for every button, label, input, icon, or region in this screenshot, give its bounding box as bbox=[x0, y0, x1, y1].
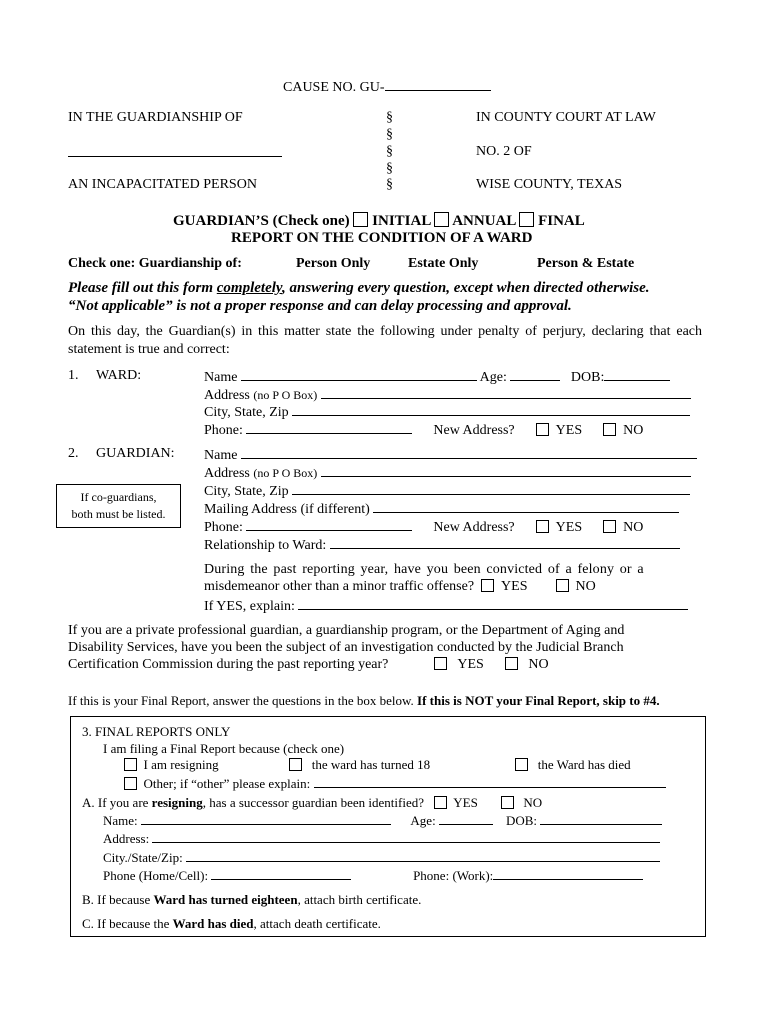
resigning-label: I am resigning bbox=[143, 757, 219, 772]
felony-yes-checkbox[interactable] bbox=[481, 579, 494, 592]
final-reports-heading: 3. FINAL REPORTS ONLY bbox=[82, 724, 231, 739]
ward-died-checkbox[interactable] bbox=[515, 758, 528, 771]
person-estate-label: Person & Estate bbox=[537, 256, 635, 271]
final-opt-turned-18[interactable] bbox=[289, 757, 430, 773]
ward-phone-row bbox=[204, 421, 643, 439]
guardian-name-row bbox=[204, 446, 697, 464]
final-opt-resigning[interactable] bbox=[124, 757, 219, 773]
guardian-new-address-yes-checkbox[interactable] bbox=[536, 520, 549, 533]
guardian-city-row bbox=[204, 482, 690, 500]
instructions-text: Please fill out this form bbox=[68, 280, 217, 296]
other-checkbox[interactable] bbox=[124, 777, 137, 790]
instructions-emphasis: completely bbox=[216, 280, 283, 296]
ward-died-label: the Ward has died bbox=[537, 757, 631, 772]
ward-address-note: (no P O Box) bbox=[253, 388, 318, 402]
felony-yes-label: YES bbox=[501, 579, 528, 594]
birth-note-bold: Ward has turned eighteen bbox=[153, 892, 298, 907]
felony-no-label: NO bbox=[575, 579, 596, 594]
ward-dob-field[interactable] bbox=[604, 368, 670, 381]
guardian-no-label: NO bbox=[623, 520, 644, 535]
successor-question-text: , has a successor guardian been identified? bbox=[202, 795, 425, 810]
instructions-line-1 bbox=[68, 280, 650, 297]
initial-checkbox[interactable] bbox=[353, 212, 368, 227]
final-opt-other bbox=[124, 775, 666, 792]
final-filing-reason: I am filing a Final Report because (check one) bbox=[103, 741, 345, 756]
professional-no-label: NO bbox=[528, 657, 549, 672]
ward-new-address-yes-checkbox[interactable] bbox=[536, 423, 549, 436]
section-sign: § bbox=[386, 144, 393, 159]
instructions-text: , answering every question, except when directed otherwise. bbox=[282, 280, 650, 296]
caption-right-2: NO. 2 OF bbox=[476, 144, 532, 159]
title-prefix: GUARDIAN’S (Check one) bbox=[173, 213, 350, 229]
title-final: FINAL bbox=[538, 213, 585, 229]
guardian-city-field[interactable] bbox=[292, 482, 690, 495]
ward-age-field[interactable] bbox=[510, 368, 560, 381]
section-sign: § bbox=[386, 161, 393, 176]
ward-number: 1. bbox=[68, 368, 79, 383]
relationship-row bbox=[204, 536, 680, 554]
successor-address-label: Address: bbox=[103, 831, 150, 846]
felony-explain-label: If YES, explain: bbox=[204, 599, 295, 614]
co-guardian-note-line: If co-guardians, bbox=[80, 490, 157, 504]
ward-city-label: City, State, Zip bbox=[204, 405, 289, 420]
section-sign: § bbox=[386, 127, 393, 142]
ward-phone-label: Phone: bbox=[204, 423, 243, 438]
death-note-text: C. If because the bbox=[82, 916, 173, 931]
guardian-phone-field[interactable] bbox=[246, 518, 412, 531]
successor-phone-work-field[interactable] bbox=[493, 867, 643, 880]
ward-no-label: NO bbox=[623, 423, 644, 438]
successor-age-field[interactable] bbox=[439, 812, 493, 825]
ward-name-label: Name bbox=[204, 370, 238, 385]
final-reports-box bbox=[70, 716, 706, 937]
successor-city-row bbox=[103, 849, 660, 866]
successor-phone-home-label: Phone (Home/Cell): bbox=[103, 868, 209, 883]
title-initial: INITIAL bbox=[372, 213, 431, 229]
professional-yes-label: YES bbox=[457, 657, 484, 672]
guardian-phone-row bbox=[204, 518, 643, 536]
turned-18-checkbox[interactable] bbox=[289, 758, 302, 771]
successor-phone-work-label: Phone: (Work): bbox=[413, 868, 494, 883]
report-title-line2: REPORT ON THE CONDITION OF A WARD bbox=[231, 230, 533, 246]
ward-city-row bbox=[204, 403, 690, 421]
guardian-phone-label: Phone: bbox=[204, 520, 243, 535]
death-note-text: , attach death certificate. bbox=[253, 916, 381, 931]
guardian-address-note: (no P O Box) bbox=[253, 466, 318, 480]
final-report-note-bold: If this is NOT your Final Report, skip to #4. bbox=[417, 693, 660, 708]
successor-dob-label: DOB: bbox=[505, 813, 537, 828]
successor-address-row bbox=[103, 830, 660, 847]
professional-question-line3 bbox=[68, 657, 549, 673]
cause-number bbox=[283, 78, 491, 96]
guardianship-person-estate[interactable] bbox=[537, 256, 634, 272]
caption-right-3: WISE COUNTY, TEXAS bbox=[476, 177, 623, 192]
successor-city-label: City./State/Zip: bbox=[103, 850, 183, 865]
guardian-label: GUARDIAN: bbox=[96, 446, 175, 461]
guardian-yes-label: YES bbox=[555, 520, 583, 535]
successor-phone-row bbox=[103, 867, 643, 884]
felony-question-line2 bbox=[204, 579, 596, 595]
ward-city-field[interactable] bbox=[292, 403, 690, 416]
birth-note-text: B. If because bbox=[82, 892, 154, 907]
final-opt-died[interactable] bbox=[515, 757, 631, 773]
section-sign: § bbox=[386, 110, 393, 125]
professional-yes-checkbox[interactable] bbox=[434, 657, 447, 670]
cause-number-label: CAUSE NO. GU- bbox=[283, 80, 385, 95]
ward-address-field[interactable] bbox=[321, 386, 691, 399]
birth-certificate-note bbox=[82, 892, 421, 908]
successor-yes-label: YES bbox=[453, 795, 478, 810]
guardian-address-field[interactable] bbox=[321, 464, 691, 477]
instructions-line-2: “Not applicable” is not a proper response and can delay processing and approval. bbox=[68, 298, 572, 314]
professional-question-line1: If you are a private professional guardian, a guardianship program, or the Department of Aging and bbox=[68, 623, 625, 638]
resigning-checkbox[interactable] bbox=[124, 758, 137, 771]
successor-address-field[interactable] bbox=[152, 830, 660, 843]
ward-dob-label: DOB: bbox=[570, 370, 605, 385]
guardian-number: 2. bbox=[68, 446, 79, 461]
relationship-field[interactable] bbox=[330, 536, 680, 549]
successor-no-label: NO bbox=[523, 795, 543, 810]
successor-question-bold: resigning bbox=[151, 795, 203, 810]
ward-phone-field[interactable] bbox=[246, 421, 412, 434]
guardianship-person-only[interactable] bbox=[296, 256, 370, 272]
caption-left-1: IN THE GUARDIANSHIP OF bbox=[68, 110, 243, 125]
felony-explain-field[interactable] bbox=[298, 597, 688, 610]
estate-only-label: Estate Only bbox=[408, 256, 479, 271]
co-guardian-note-line: both must be listed. bbox=[71, 507, 166, 521]
section-sign: § bbox=[386, 177, 393, 192]
guardianship-type-label: Check one: Guardianship of: bbox=[68, 256, 242, 271]
guardian-new-address-label: New Address? bbox=[433, 520, 515, 535]
guardianship-estate-only[interactable] bbox=[408, 256, 478, 272]
turned-18-label: the ward has turned 18 bbox=[311, 757, 431, 772]
final-report-note-text: If this is your Final Report, answer the questions in the box below. bbox=[68, 693, 414, 708]
ward-name-field[interactable] bbox=[241, 368, 477, 381]
successor-name-field[interactable] bbox=[141, 812, 391, 825]
ward-yes-label: YES bbox=[555, 423, 583, 438]
ward-new-address-label: New Address? bbox=[433, 423, 515, 438]
death-certificate-note bbox=[82, 916, 381, 932]
successor-yes-checkbox[interactable] bbox=[434, 796, 447, 809]
ward-name-caption-field[interactable] bbox=[68, 156, 282, 157]
caption-right-1: IN COUNTY COURT AT LAW bbox=[476, 110, 656, 125]
person-only-label: Person Only bbox=[296, 256, 371, 271]
relationship-label: Relationship to Ward: bbox=[204, 538, 327, 553]
death-note-bold: Ward has died bbox=[172, 916, 254, 931]
felony-explain-row bbox=[204, 597, 688, 615]
ward-age-label: Age: bbox=[479, 370, 507, 385]
successor-question-text: A. If you are bbox=[82, 795, 152, 810]
professional-question-text: Certification Commission during the past reporting year? bbox=[68, 657, 389, 672]
final-report-note bbox=[68, 693, 660, 709]
professional-no-checkbox[interactable] bbox=[505, 657, 518, 670]
ward-new-address-no-checkbox[interactable] bbox=[603, 423, 616, 436]
guardian-name-label: Name bbox=[204, 448, 238, 463]
professional-question-line2: Disability Services, have you been the subject of an investigation conducted by the Judicial Branch bbox=[68, 640, 624, 655]
felony-no-checkbox[interactable] bbox=[556, 579, 569, 592]
successor-dob-field[interactable] bbox=[540, 812, 662, 825]
guardian-mailing-row bbox=[204, 500, 679, 518]
report-title bbox=[173, 212, 585, 230]
ward-name-row bbox=[204, 368, 670, 386]
successor-city-field[interactable] bbox=[186, 849, 660, 862]
title-annual: ANNUAL bbox=[452, 213, 516, 229]
annual-checkbox[interactable] bbox=[434, 212, 449, 227]
intro-statement: On this day, the Guardian(s) in this matter state the following under penalty of perjury, declaring that each statement is true and correct: bbox=[68, 324, 702, 357]
other-explain-field[interactable] bbox=[314, 775, 666, 788]
ward-address-label: Address bbox=[204, 388, 250, 403]
guardian-address-row bbox=[204, 464, 691, 482]
guardian-new-address-no-checkbox[interactable] bbox=[603, 520, 616, 533]
successor-age-label: Age: bbox=[410, 813, 436, 828]
successor-name-row bbox=[103, 812, 662, 829]
successor-phone-home-field[interactable] bbox=[211, 867, 351, 880]
cause-number-field[interactable] bbox=[385, 78, 491, 91]
successor-name-label: Name: bbox=[103, 813, 138, 828]
co-guardian-note-box bbox=[56, 484, 181, 528]
guardian-city-label: City, State, Zip bbox=[204, 484, 289, 499]
successor-no-checkbox[interactable] bbox=[501, 796, 514, 809]
other-label: Other; if “other” please explain: bbox=[143, 776, 311, 791]
final-checkbox[interactable] bbox=[519, 212, 534, 227]
birth-note-text: , attach birth certificate. bbox=[297, 892, 422, 907]
ward-address-row bbox=[204, 386, 691, 404]
felony-question-line1: During the past reporting year, have you been convicted of a felony or a bbox=[204, 562, 644, 577]
guardian-mailing-label: Mailing Address (if different) bbox=[204, 502, 370, 517]
successor-question bbox=[82, 795, 542, 811]
caption-left-3: AN INCAPACITATED PERSON bbox=[68, 177, 257, 192]
ward-label: WARD: bbox=[96, 368, 142, 383]
felony-question-text: misdemeanor other than a minor traffic offense? bbox=[204, 579, 475, 594]
guardian-mailing-field[interactable] bbox=[373, 500, 679, 513]
guardian-name-field[interactable] bbox=[241, 446, 697, 459]
guardian-address-label: Address bbox=[204, 466, 250, 481]
